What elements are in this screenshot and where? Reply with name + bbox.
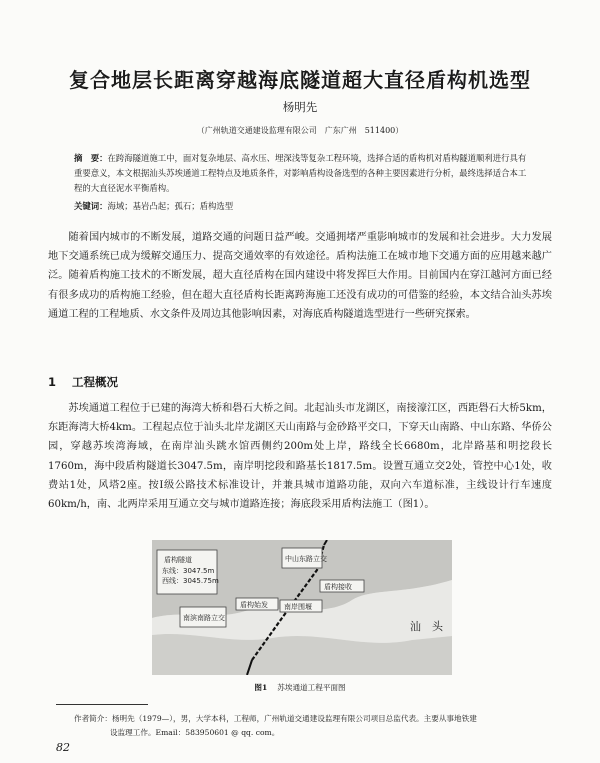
city-label: 汕 头 (410, 620, 443, 633)
receiving-label: 盾构接收 (324, 583, 352, 591)
abstract-text: 在跨海隧道施工中，面对复杂地层、高水压、埋深浅等复杂工程环境，选择合适的盾构机对盾构隧道顺利进行具有重要意义，本文根据汕头苏埃通道工程特点及地质条件，对影响盾构设备选型的各种主要因素进行分析，最终选择适合本工程的大直径泥水平衡盾构。 (74, 153, 527, 194)
south-interchange-label: 南滨南路立交 (183, 614, 225, 622)
figure-number: 图1 (254, 683, 268, 692)
author-name: 杨明先 (282, 100, 318, 114)
launch-label: 盾构始发 (240, 601, 268, 609)
footnote (74, 712, 544, 740)
abstract (74, 151, 530, 197)
east-line-length: 东线：3047.5m (162, 567, 215, 575)
keywords (74, 199, 530, 214)
figure-caption-text: 苏埃通道工程平面图 (277, 683, 346, 692)
west-line-length: 西线：3045.75m (162, 577, 219, 585)
section-paragraph: 苏埃通道工程位于已建的海湾大桥和礐石大桥之间。北起汕头市龙湖区，南接濠江区，西距礐石大桥5km，东距海湾大桥4km。工程起点位于汕头北岸龙湖区天山南路与金砂路平交口，下穿天山南路、中山东路、华侨公园，穿越苏埃湾海域，在南岸汕头跳水馆西侧约200m处上岸，路线全长6680m，北岸路基和明挖段长1760m，海中段盾构隧道长3047.5m，南岸明挖段和路基长1817.5m。设置互通立交2处，管控中心1处，收费站1处，风塔2座。按Ⅰ级公路技术标准设计，并兼具城市道路功能，双向六车道标准，主线设计行车速度60km/h，南、北两岸采用互通立交与城市道路连接；海底段采用盾构法施工（图1）。 (48, 403, 552, 511)
footnote-rule (56, 704, 148, 705)
project-plan-map (152, 540, 452, 675)
intro-paragraph: 随着国内城市的不断发展，道路交通的问题日益严峻。交通拥堵严重影响城市的发展和社会进步。大力发展地下交通系统已成为缓解交通压力、提高交通效率的有效途径。盾构法施工在城市地下交通方面的应用越来越广泛。随着盾构施工技术的不断发展，超大直径盾构在国内建设中将发挥巨大作用。目前国内在穿江越河方面已经有很多成功的盾构施工经验，但在超大直径盾构长距离跨海施工还没有成功的可借鉴的经验，本文结合汕头苏埃通道工程的工程地质、水文条件及周边其他影响因素，对海底盾构隧道选型进行一些研究探索。 (48, 232, 552, 320)
figure-caption (0, 682, 600, 693)
south-shaft-label: 南岸围堰 (284, 603, 312, 611)
footnote-line-2: 设监理工作。Email：583950601 @ qq. com。 (110, 728, 280, 737)
keywords-text: 海域；基岩凸起；孤石；盾构选型 (107, 201, 234, 211)
page-number: 82 (56, 741, 70, 754)
keywords-label: 关键词： (74, 201, 108, 211)
affiliation: （广州轨道交通建设监理有限公司 广东广州 511400） (196, 126, 404, 135)
abstract-label: 摘 要： (74, 153, 108, 163)
section-number: 1 (48, 375, 57, 389)
north-interchange-label: 中山东路立交 (285, 555, 327, 563)
paper-title: 复合地层长距离穿越海底隧道超大直径盾构机选型 (69, 68, 531, 92)
section-title: 工程概况 (72, 375, 119, 389)
tunnel-info-title: 盾构隧道 (164, 556, 192, 564)
section-heading (48, 374, 118, 390)
footnote-line-1: 作者简介：杨明先（1979—），男，大学本科，工程师，广州轨道交通建设监理有限公司项目总监代表。主要从事地铁建 (74, 714, 477, 723)
map-image (152, 540, 452, 675)
